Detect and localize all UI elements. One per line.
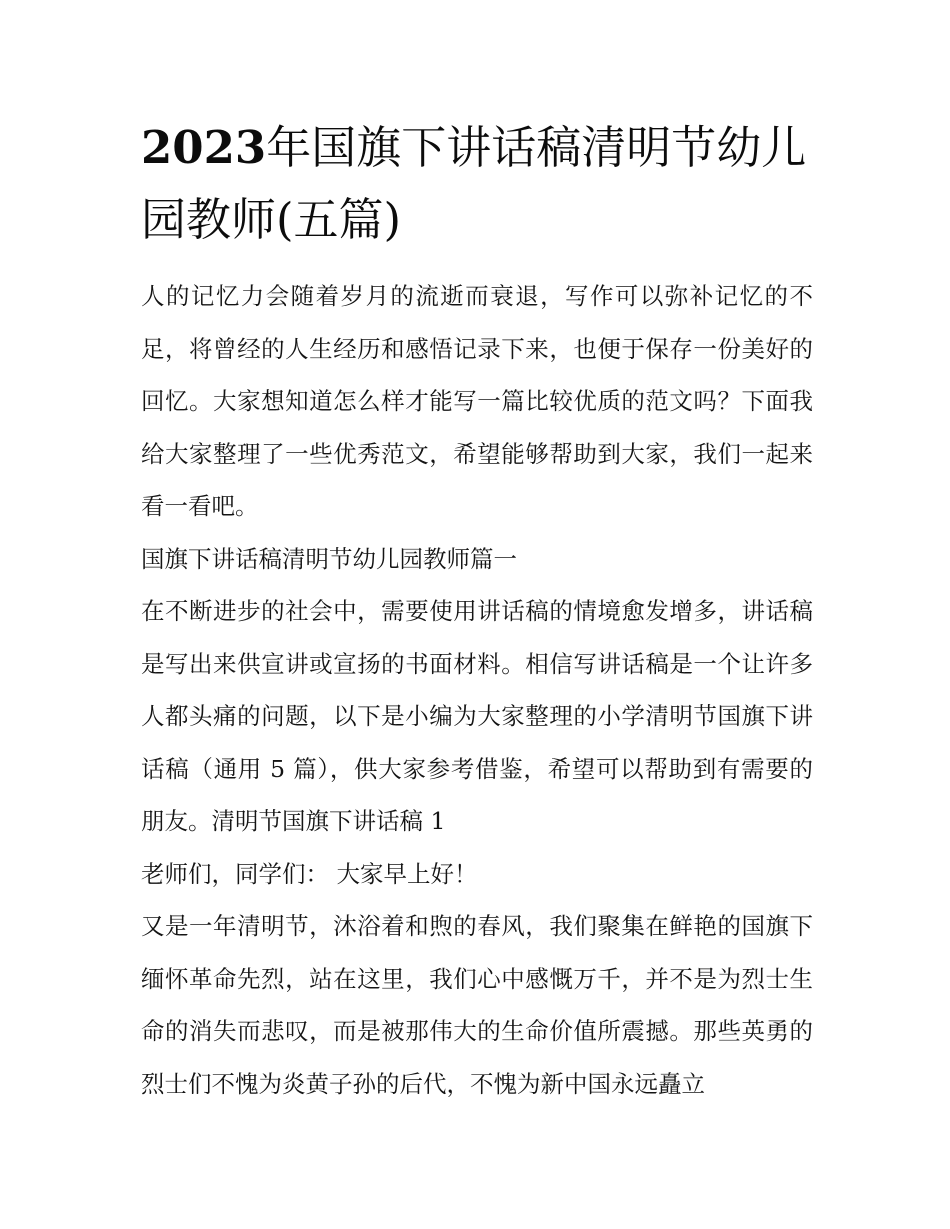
document-title	[141, 112, 813, 256]
greeting-line: 老师们，同学们： 大家早上好！	[141, 859, 478, 888]
title-text: 年国旗下讲话稿清明节幼儿园教师(五篇)	[141, 121, 807, 246]
body-paragraph: 在不断进步的社会中，需要使用讲话稿的情境愈发增多，讲话稿是写出来供宣讲或宣扬的书面材料。相信写讲话稿是一个让许多人都头痛的问题，以下是小编为大家整理的小学清明节国旗下讲话稿（通用 5 篇），供大家参考借鉴，希望可以帮助到有需要的朋友。清明节国旗下讲话稿 1	[141, 597, 813, 835]
document-body	[141, 112, 813, 1110]
section-heading: 国旗下讲话稿清明节幼儿园教师篇一	[141, 544, 517, 573]
intro-paragraph: 人的记忆力会随着岁月的流逝而衰退，写作可以弥补记忆的不足，将曾经的人生经历和感悟记录下来，也便于保存一份美好的回忆。大家想知道怎么样才能写一篇比较优质的范文吗？下面我给大家整理了一些优秀范文，希望能够帮助到大家，我们一起来看一看吧。	[141, 282, 813, 520]
body-paragraph: 又是一年清明节，沐浴着和煦的春风，我们聚集在鲜艳的国旗下缅怀革命先烈，站在这里，我们心中感慨万千，并不是为烈士生命的消失而悲叹，而是被那伟大的生命价值所震撼。那些英勇的烈士们不愧为炎黄子孙的后代，不愧为新中国永远矗立	[141, 912, 813, 1098]
title-year: 2023	[141, 121, 267, 174]
